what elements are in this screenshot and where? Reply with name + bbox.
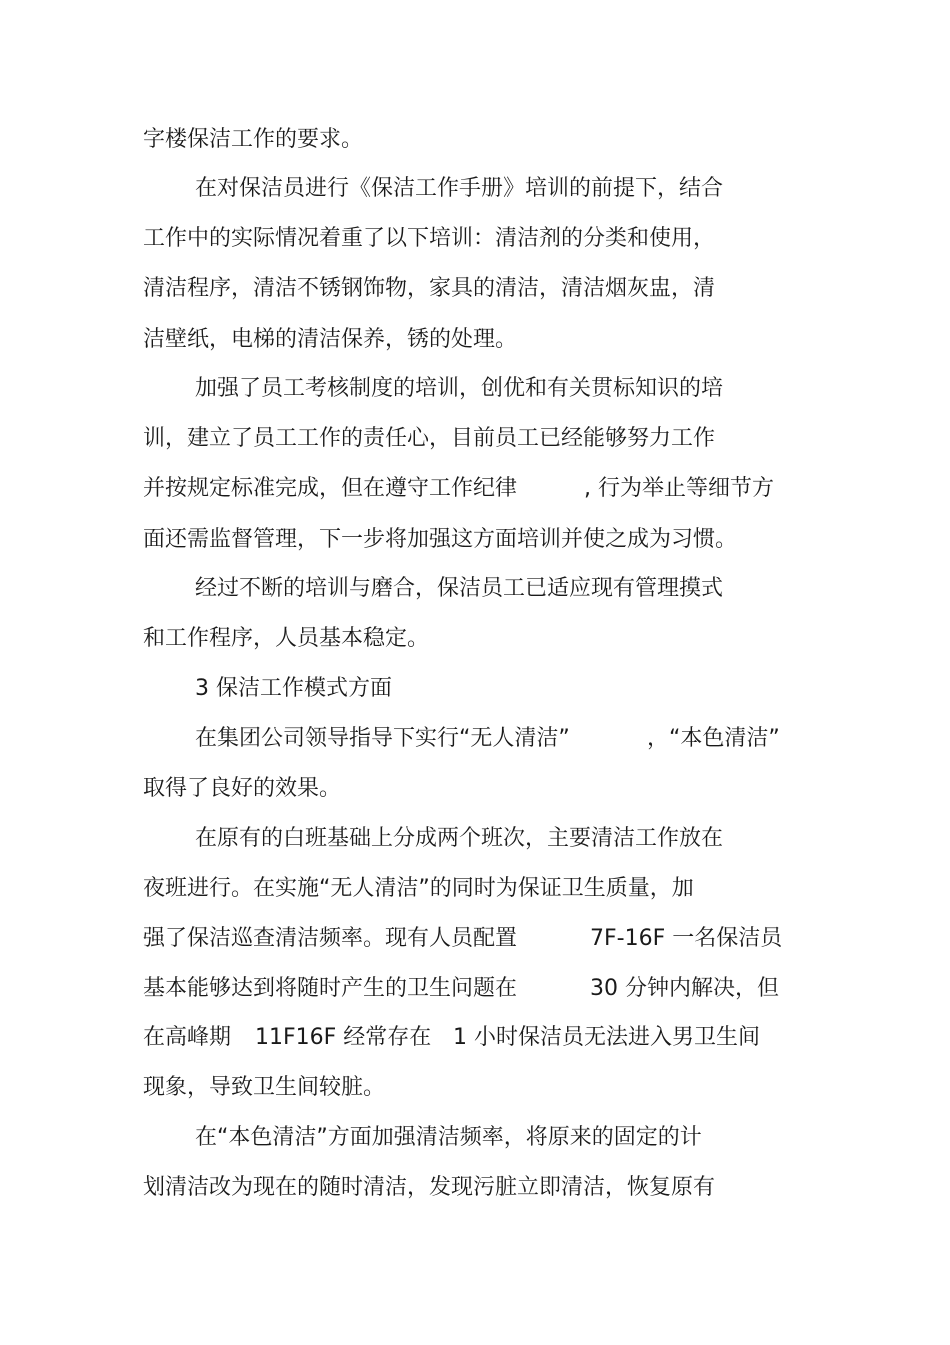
- text-segment: 11F16F 经常存在: [255, 1025, 432, 1050]
- text-segment: 工作中的实际情况着重了以下培训：清洁剂的分类和使用，: [143, 226, 716, 251]
- text-segment: 现象，导致卫生间较脏。: [143, 1075, 386, 1100]
- text-segment: 取得了良好的效果。: [143, 776, 342, 801]
- text-segment: 字楼保洁工作的要求。: [143, 127, 364, 152]
- text-segment: 经过不断的培训与磨合，保洁员工已适应现有管理摸式: [195, 576, 724, 601]
- section-heading: 3 保洁工作模式方面: [195, 676, 392, 701]
- text-segment: 强了保洁巡查清洁频率。现有人员配置: [143, 926, 518, 951]
- text-segment: 30 分钟内解决，但: [590, 976, 779, 1001]
- text-segment: 在高峰期: [143, 1025, 232, 1050]
- text-segment: 在“本色清洁”方面加强清洁频率，将原来的固定的计: [195, 1125, 702, 1150]
- text-segment: 训，建立了员工工作的责任心，目前员工已经能够努力工作: [143, 426, 716, 451]
- text-segment: 在原有的白班基础上分成两个班次，主要清洁工作放在: [195, 826, 724, 851]
- text-segment: 7F-16F 一名保洁员: [590, 926, 783, 951]
- text-segment: 在对保洁员进行《保洁工作手册》培训的前提下，结合: [195, 176, 724, 201]
- text-segment: 面还需监督管理，下一步将加强这方面培训并使之成为习惯。: [143, 527, 738, 552]
- text-segment: 清洁程序，清洁不锈钢饰物，家具的清洁，清洁烟灰盅，清: [143, 276, 716, 301]
- text-segment: 加强了员工考核制度的培训，创优和有关贯标知识的培: [195, 376, 724, 401]
- text-segment: 和工作程序，人员基本稳定。: [143, 626, 430, 651]
- text-segment: 洁壁纸，电梯的清洁保养，锈的处理。: [143, 327, 518, 352]
- text-segment: 划清洁改为现在的随时清洁，发现污脏立即清洁，恢复原有: [143, 1175, 716, 1200]
- text-segment: ，“本色清洁”: [647, 726, 780, 751]
- text-segment: 夜班进行。在实施“无人清洁”的同时为保证卫生质量，加: [143, 876, 694, 901]
- text-segment: 1 小时保洁员无法进入男卫生间: [453, 1025, 760, 1050]
- text-segment: , 行为举止等细节方: [584, 476, 774, 501]
- text-segment: 基本能够达到将随时产生的卫生问题在: [143, 976, 518, 1001]
- text-segment: 在集团公司领导指导下实行“无人清洁”: [195, 726, 570, 751]
- text-segment: 并按规定标准完成，但在遵守工作纪律: [143, 476, 518, 501]
